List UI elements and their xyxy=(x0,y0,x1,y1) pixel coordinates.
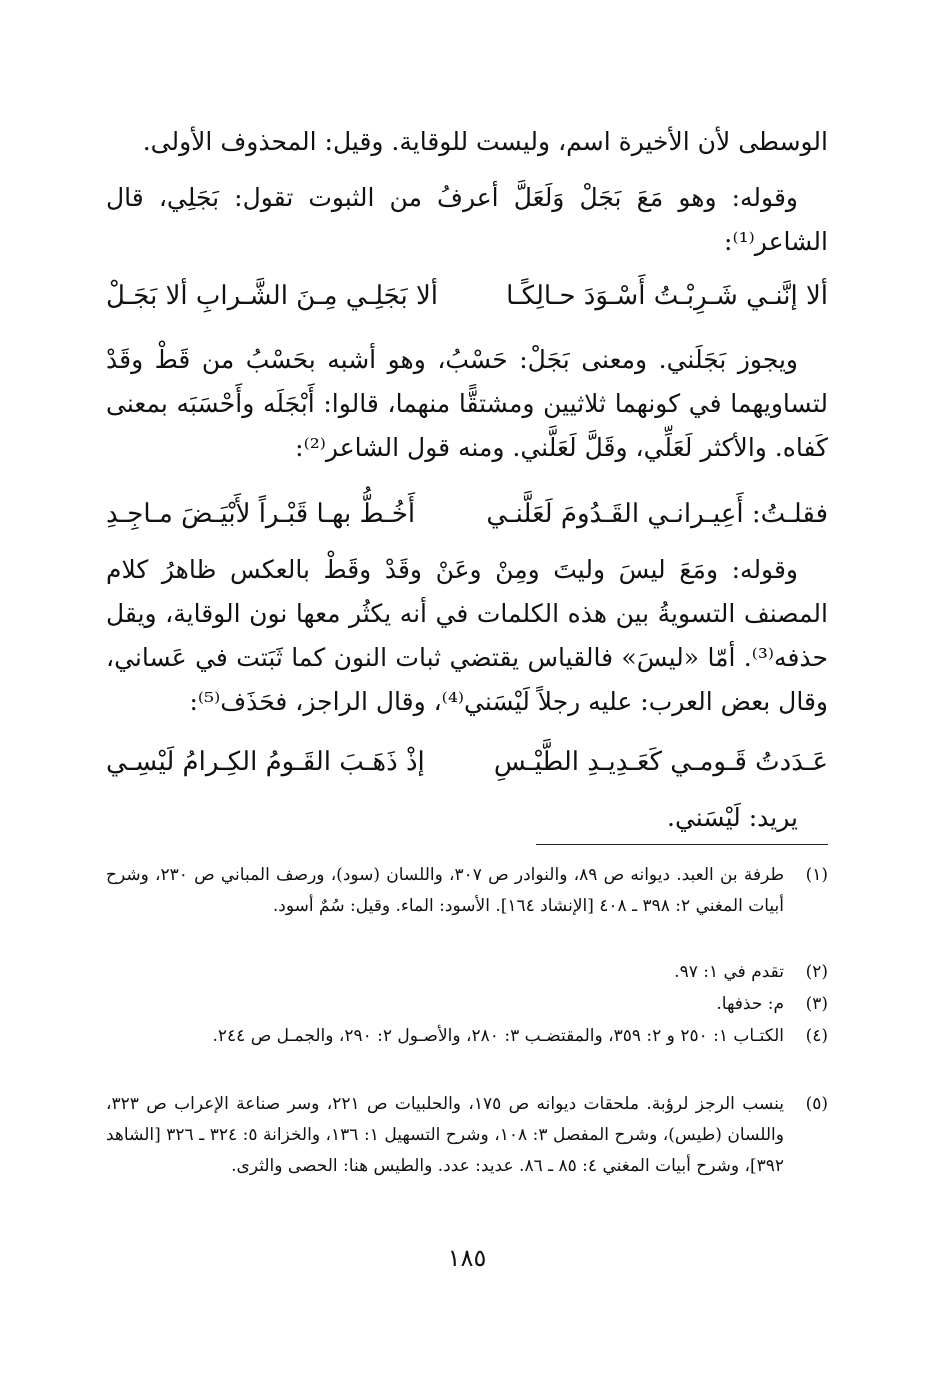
verse-2 xyxy=(106,492,828,536)
paragraph-2: وقوله: وهو مَعَ بَجَلْ وَلَعَلَّ أعرفُ من الثبوت تقول: بَجَلِي، قال الشاعر⁽¹⁾: xyxy=(106,183,828,256)
page-number: ١٨٥ xyxy=(447,1244,487,1272)
footnote-number: (١) xyxy=(805,865,828,885)
verse-1-first-hemistich: ألا إنَّنـي شَـرِبْـتُ أَسْـوَدَ حـالِكًـا xyxy=(506,281,828,311)
paragraph-5: يريد: لَيْسَني. xyxy=(667,803,798,832)
footnote-separator xyxy=(536,844,828,845)
footnote-5 xyxy=(106,1089,828,1182)
footnote-number: (٥) xyxy=(805,1094,828,1114)
verse-1-second-hemistich: ألا بَجَلِـي مِـنَ الشَّـرابِ ألا بَجَـلْ xyxy=(106,281,439,311)
footnote-2 xyxy=(106,957,828,988)
footnote-number: (٣) xyxy=(805,994,828,1014)
paragraph-4: وقوله: ومَعَ ليسَ وليتَ ومِنْ وعَنْ وقَدْ وقَطْ بالعكس ظاهرُ كلام المصنف التسويةُ بين هذه الكلمات في أنه يكثُر معها نون الوقاية، ويقل حذفه⁽³⁾. أمّا «ليسَ» فالقياس يقتضي ثبات النون كما ثَبَتت في عَساني، وقال بعض العرب: عليه رجلاً لَيْسَني⁽⁴⁾، وقال الراجز، فحَذَف⁽⁵⁾: xyxy=(106,555,828,716)
verse-3-first-hemistich: عَـدَدتُ قَـومـي كَعَـدِيـدِ الطَّيْـسِ xyxy=(493,747,828,777)
footnote-1 xyxy=(106,860,828,922)
verse-2-first-hemistich: فقلـتُ: أَعِيـرانـي القَـدُومَ لَعَلَّنـي xyxy=(486,499,828,529)
footnote-text: ينسب الرجز لرؤبة. ملحقات ديوانه ص ١٧٥، والحلبيات ص ٢٢١، وسر صناعة الإعراب ص ٣٢٣، واللسان (طيس)، وشرح المفصل ٣: ١٠٨، وشرح التسهيل ١: ١٣٦، والخزانة ٥: ٣٢٤ ـ ٣٢٦ [الشاهد ٣٩٢]، وشرح أبيات المغني ٤: ٨٥ ـ ٨٦. عديد: عدد. والطيس هنا: الحصى والثرى. xyxy=(106,1094,784,1176)
footnote-number: (٤) xyxy=(805,1026,828,1046)
footnote-number: (٢) xyxy=(805,962,828,982)
footnote-text: م: حذفها. xyxy=(716,994,784,1014)
verse-2-second-hemistich: أَخُـطُّ بهـا قَبْـراً لأَبْيَـضَ مـاجِـدِ xyxy=(106,499,416,529)
verse-3-second-hemistich: إذْ ذَهَـبَ القَـومُ الكِـرامُ لَيْسِـي xyxy=(106,747,425,777)
footnote-text: تقدم في ١: ٩٧. xyxy=(674,962,784,982)
footnote-3 xyxy=(106,989,828,1020)
footnote-4 xyxy=(106,1021,828,1052)
footnote-text: الكتـاب ١: ٢٥٠ و ٢: ٣٥٩، والمقتضـب ٣: ٢٨٠، والأصـول ٢: ٢٩٠، والجمـل ص ٢٤٤. xyxy=(212,1026,784,1046)
verse-3 xyxy=(106,740,828,784)
paragraph-3: ويجوز بَجَلَني. ومعنى بَجَلْ: حَسْبُ، وهو أشبه بحَسْبُ من قَطْ وقَدْ لتساويهما في كونهما ثلاثيين ومشتقًّا منهما، قالوا: أَبْجَلَه وأَحْسَبَه بمعنى كَفاه. والأكثر لَعَلِّي، وقَلَّ لَعَلَّني. ومنه قول الشاعر⁽²⁾: xyxy=(106,345,828,462)
paragraph-1: الوسطى لأن الأخيرة اسم، وليست للوقاية. وقيل: المحذوف الأولى. xyxy=(142,127,828,156)
verse-1 xyxy=(106,274,828,318)
footnote-text: طرفة بن العبد. ديوانه ص ٨٩، والنوادر ص ٣٠٧، واللسان (سود)، ورصف المباني ص ٢٣٠، وشرح أبيات المغني ٢: ٣٩٨ ـ ٤٠٨ [الإنشاد ١٦٤]. الأسود: الماء. وقيل: سُمٌ أسود. xyxy=(106,865,785,916)
